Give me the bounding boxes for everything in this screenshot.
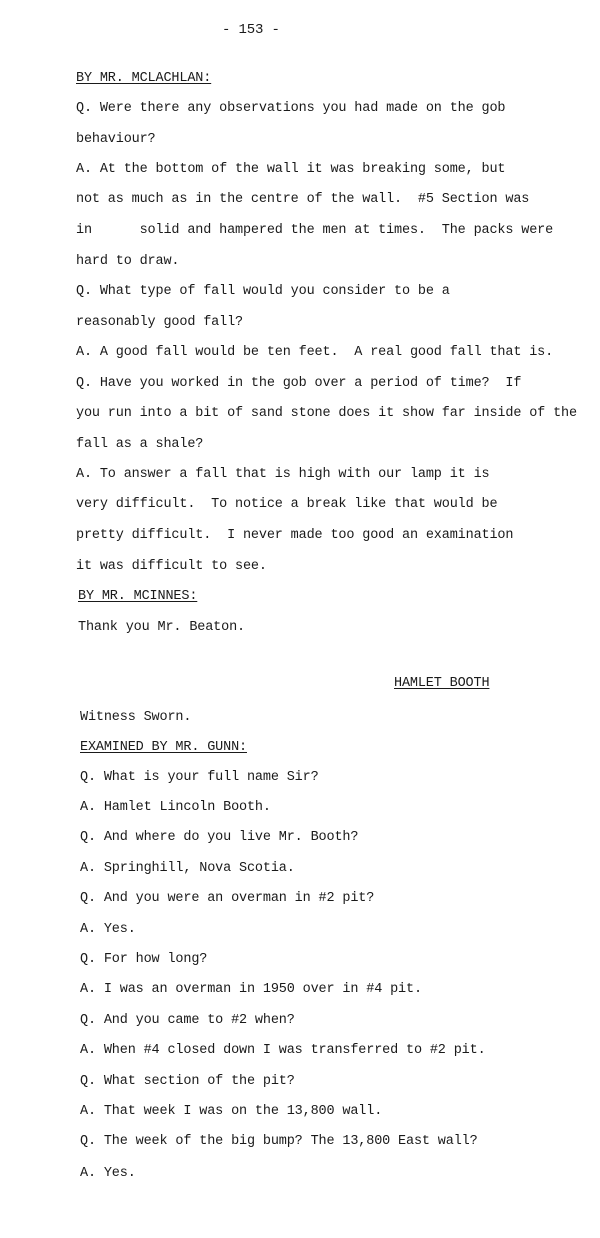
answer-line: A. Hamlet Lincoln Booth. xyxy=(80,800,271,815)
statement-line: Thank you Mr. Beaton. xyxy=(78,620,245,635)
question-line: Q. The week of the big bump? The 13,800 East wall? xyxy=(80,1134,478,1149)
statement-line: Witness Sworn. xyxy=(80,710,192,725)
answer-line: A. At the bottom of the wall it was breaking some, but xyxy=(76,162,506,177)
question-line: behaviour? xyxy=(76,132,156,147)
speaker-heading: BY MR. MCINNES: xyxy=(78,589,198,604)
answer-line: in solid and hampered the men at times. The packs were xyxy=(76,223,554,238)
question-line: Q. Have you worked in the gob over a period of time? If xyxy=(76,376,522,391)
page-number: - 153 - xyxy=(222,22,280,38)
answer-line: very difficult. To notice a break like that would be xyxy=(76,497,498,512)
question-line: Q. What type of fall would you consider to be a xyxy=(76,284,450,299)
answer-line: A. When #4 closed down I was transferred to #2 pit. xyxy=(80,1043,486,1058)
answer-line: A. To answer a fall that is high with our lamp it is xyxy=(76,467,490,482)
question-line: reasonably good fall? xyxy=(76,315,243,330)
answer-line: A. Yes. xyxy=(80,1166,136,1181)
question-line: Q. For how long? xyxy=(80,952,208,967)
witness-name-heading: HAMLET BOOTH xyxy=(394,676,490,691)
answer-line: pretty difficult. I never made too good an examination xyxy=(76,528,514,543)
answer-line: A. I was an overman in 1950 over in #4 pit. xyxy=(80,982,422,997)
question-line: you run into a bit of sand stone does it show far inside of the xyxy=(76,406,577,421)
answer-line: hard to draw. xyxy=(76,254,180,269)
answer-line: not as much as in the centre of the wall. #5 Section was xyxy=(76,192,530,207)
question-line: Q. What is your full name Sir? xyxy=(80,770,319,785)
examiner-heading: EXAMINED BY MR. GUNN: xyxy=(80,740,247,755)
question-line: Q. Were there any observations you had made on the gob xyxy=(76,101,506,116)
question-line: Q. What section of the pit? xyxy=(80,1074,295,1089)
question-line: Q. And you came to #2 when? xyxy=(80,1013,295,1028)
question-line: Q. And where do you live Mr. Booth? xyxy=(80,830,359,845)
answer-line: A. That week I was on the 13,800 wall. xyxy=(80,1104,383,1119)
question-line: Q. And you were an overman in #2 pit? xyxy=(80,891,375,906)
answer-line: A. Springhill, Nova Scotia. xyxy=(80,861,295,876)
speaker-heading: BY MR. MCLACHLAN: xyxy=(76,71,212,86)
answer-line: it was difficult to see. xyxy=(76,559,267,574)
answer-line: A. A good fall would be ten feet. A real good fall that is. xyxy=(76,345,554,360)
question-line: fall as a shale? xyxy=(76,437,204,452)
answer-line: A. Yes. xyxy=(80,922,136,937)
